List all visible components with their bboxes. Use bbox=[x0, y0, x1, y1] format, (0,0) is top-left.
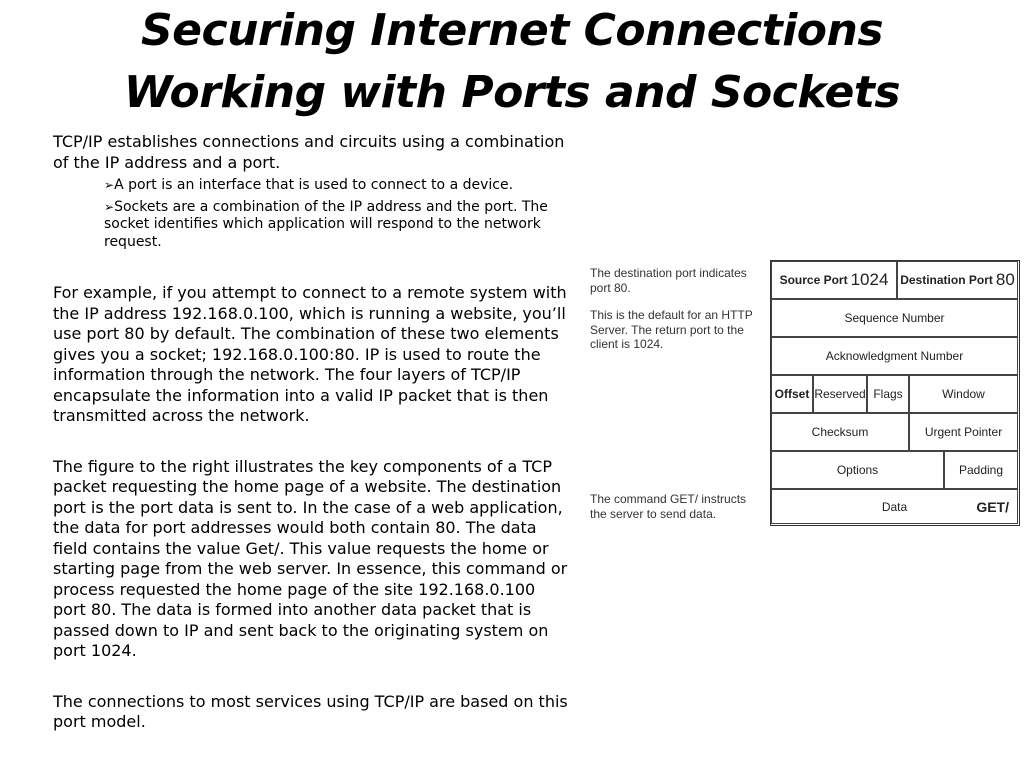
data-value: GET/ bbox=[976, 498, 1009, 515]
options-cell: Options bbox=[771, 451, 944, 489]
slide-title bbox=[0, 0, 1024, 124]
body-text bbox=[53, 132, 573, 733]
note-http-default: This is the default for an HTTP Server. The return port to the client is 1024. bbox=[590, 308, 753, 351]
sequence-number-cell: Sequence Number bbox=[771, 299, 1018, 337]
reserved-cell: Reserved bbox=[813, 375, 867, 413]
figure-explanation-paragraph: The figure to the right illustrates the key components of a TCP packet requesting the home page of a website. The destination port is the port data is sent to. In the case of a web application, the data for port addresses would both contain 80. The data field contains the value Get/. This value requests the home or starting page from the web server. In essence, this command or process requested the home page of the site 192.168.0.100 port 80. The data is formed into another data packet that is passed down to IP and sent back to the originating system on port 1024. bbox=[53, 456, 568, 660]
window-cell: Window bbox=[909, 375, 1018, 413]
arrow-bullet-icon: ➢ bbox=[104, 178, 115, 192]
diagram-row-sequence bbox=[771, 299, 1019, 337]
flags-cell: Flags bbox=[867, 375, 909, 413]
source-port-label: Source Port bbox=[779, 273, 848, 287]
urgent-pointer-cell: Urgent Pointer bbox=[909, 413, 1018, 451]
intro-paragraph: TCP/IP establishes connections and circuits using a combination of the IP address and a port. bbox=[53, 132, 565, 172]
diagram-row-data bbox=[771, 489, 1019, 524]
source-port-cell bbox=[771, 261, 897, 299]
title-line-1: Securing Internet Connections bbox=[140, 5, 884, 56]
offset-cell: Offset bbox=[771, 375, 813, 413]
diagram-row-flags bbox=[771, 375, 1019, 413]
diagram-row-ack bbox=[771, 337, 1019, 375]
title-line-2: Working with Ports and Sockets bbox=[123, 67, 901, 118]
bullet-item bbox=[104, 177, 573, 195]
padding-cell: Padding bbox=[944, 451, 1018, 489]
destination-port-cell bbox=[897, 261, 1018, 299]
diagram-row-options bbox=[771, 451, 1019, 489]
source-port-value: 1024 bbox=[850, 270, 889, 289]
bullet-text: A port is an interface that is used to connect to a device. bbox=[114, 177, 514, 193]
diagram-row-ports bbox=[771, 261, 1019, 299]
destination-port-value: 80 bbox=[995, 270, 1015, 289]
destination-port-label: Destination Port bbox=[900, 273, 993, 287]
note-destination-port: The destination port indicates port 80. bbox=[590, 266, 747, 295]
closing-paragraph: The connections to most services using TCP/IP are based on this port model. bbox=[53, 691, 568, 731]
ack-number-cell: Acknowledgment Number bbox=[771, 337, 1018, 375]
example-paragraph: For example, if you attempt to connect to a remote system with the IP address 192.168.0.100, which is running a website, you’ll use port 80 by default. The combination of these two elements gives you a socket; 192.168.0.100:80. IP is used to route the information through the network. The four layers of TCP/IP encapsulate the information into a valid IP packet that is then transmitted across the network. bbox=[53, 283, 567, 425]
data-label: Data bbox=[881, 499, 908, 514]
tcp-packet-diagram bbox=[770, 260, 1020, 526]
arrow-bullet-icon: ➢ bbox=[104, 199, 115, 214]
data-cell bbox=[771, 489, 1018, 524]
checksum-cell: Checksum bbox=[771, 413, 909, 451]
bullet-item bbox=[104, 199, 573, 252]
note-get-command: The command GET/ instructs the server to send data. bbox=[590, 492, 747, 521]
bullet-text: Sockets are a combination of the IP address and the port. The socket identifies which application will respond to the network request. bbox=[104, 198, 548, 250]
diagram-row-checksum bbox=[771, 413, 1019, 451]
